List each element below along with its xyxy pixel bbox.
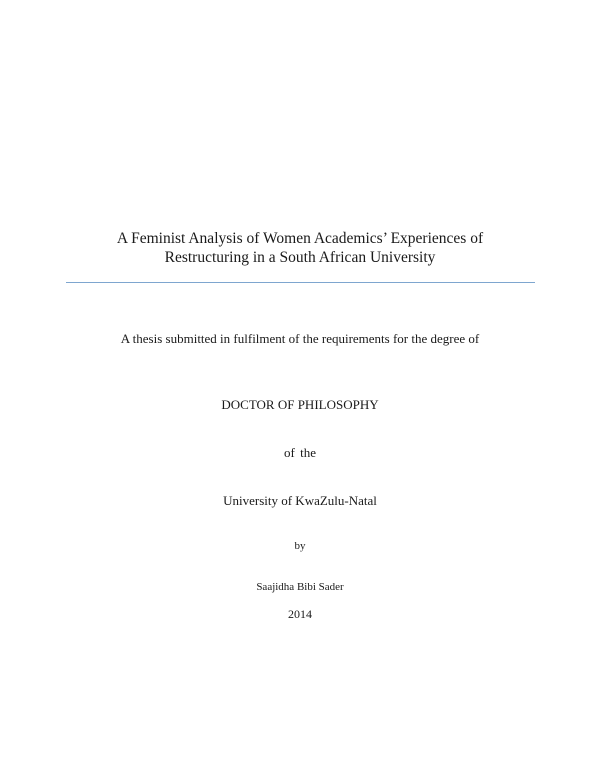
submission-year: 2014 (288, 607, 312, 621)
connector-text: of the (284, 445, 316, 460)
thesis-title (60, 229, 540, 267)
institution-name: University of KwaZulu-Natal (223, 493, 377, 508)
thesis-title-line-1: A Feminist Analysis of Women Academics’ Experiences of (116, 230, 484, 247)
degree-name: DOCTOR OF PHILOSOPHY (221, 397, 379, 412)
thesis-title-line-2: Restructuring in a South African University (164, 249, 436, 266)
author-name: Saajidha Bibi Sader (256, 581, 344, 593)
title-divider (66, 282, 535, 283)
submission-statement: A thesis submitted in fulfilment of the requirements for the degree of (120, 331, 480, 346)
by-label: by (294, 540, 306, 552)
